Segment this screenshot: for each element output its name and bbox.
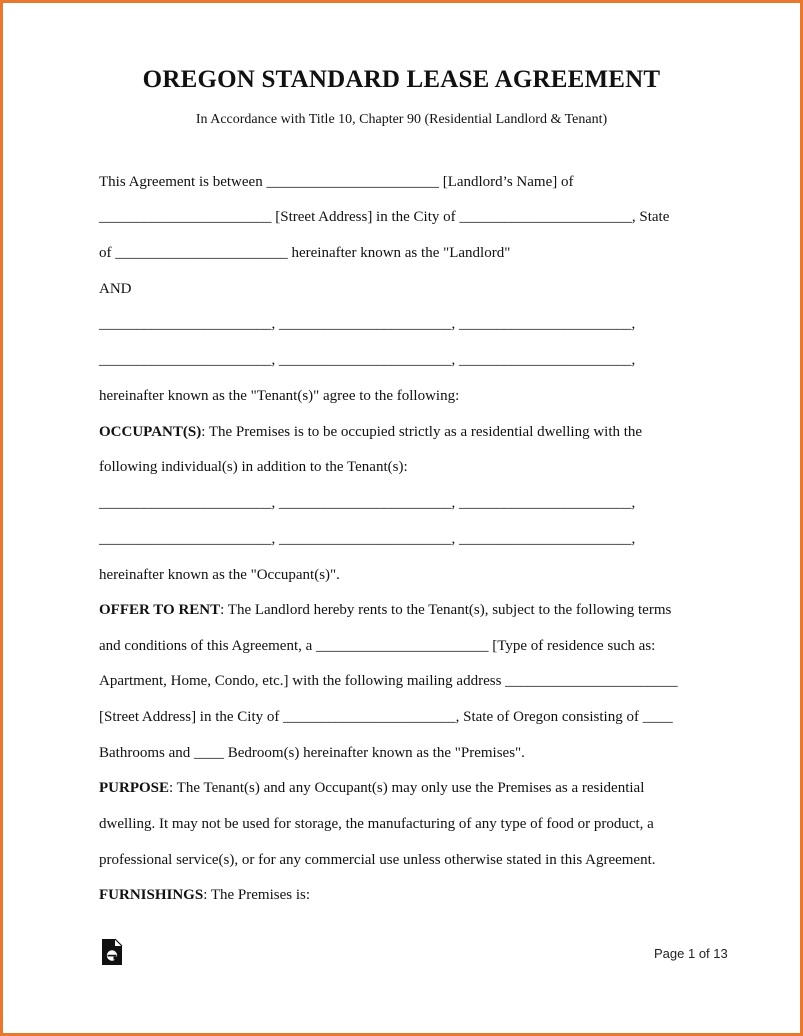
landlord-address-line: _______________________ [Street Address] in the City of _______________________, State (99, 209, 670, 225)
occupant-blanks-row-2: _______________________, _______________________, _______________________, (99, 531, 636, 547)
purpose-text: : The Tenant(s) and any Occupant(s) may only use the Premises as a residential (169, 780, 645, 796)
occupants-paragraph-line-2: following individual(s) in addition to the Tenant(s): (99, 459, 408, 475)
offer-paragraph-line-1 (99, 600, 671, 620)
offer-paragraph-line-5: Bathrooms and ____ Bedroom(s) hereinafter known as the "Premises". (99, 745, 525, 761)
and-line: AND (99, 281, 132, 297)
offer-to-rent-heading: OFFER TO RENT (99, 602, 221, 618)
furnishings-paragraph (99, 885, 310, 905)
document-subtitle: In Accordance with Title 10, Chapter 90 (Residential Landlord & Tenant) (195, 112, 608, 127)
tenant-blanks-row-1: _______________________, _______________________, _______________________, (99, 316, 636, 332)
eforms-logo-icon (101, 938, 123, 966)
purpose-heading: PURPOSE (99, 780, 170, 796)
agreement-between-line: This Agreement is between _______________________ [Landlord’s Name] of (99, 174, 574, 190)
purpose-paragraph-line-2: dwelling. It may not be used for storage, the manufacturing of any type of food or product, a (99, 816, 654, 832)
purpose-paragraph-line-3: professional service(s), or for any commercial use unless otherwise stated in this Agreement. (99, 852, 656, 868)
offer-paragraph-line-4: [Street Address] in the City of _______________________, State of Oregon consisting of ____ (99, 709, 673, 725)
landlord-state-line: of _______________________ hereinafter known as the "Landlord" (99, 245, 511, 261)
occupant-blanks-row-1: _______________________, _______________________, _______________________, (99, 495, 636, 511)
offer-text: : The Landlord hereby rents to the Tenant(s), subject to the following terms (220, 602, 672, 618)
occupants-paragraph-line-1 (99, 422, 642, 442)
offer-paragraph-line-2: and conditions of this Agreement, a _______________________ [Type of residence such as: (99, 638, 656, 654)
offer-paragraph-line-3: Apartment, Home, Condo, etc.] with the following mailing address _______________________ (99, 673, 678, 689)
occupants-heading: OCCUPANT(S) (99, 424, 202, 440)
occupants-text: : The Premises is to be occupied strictly as a residential dwelling with the (201, 424, 643, 440)
furnishings-heading: FURNISHINGS (99, 887, 204, 903)
tenant-blanks-row-2: _______________________, _______________________, _______________________, (99, 352, 636, 368)
page-number: Page 1 of 13 (654, 946, 728, 961)
tenant-known-as-line: hereinafter known as the "Tenant(s)" agree to the following: (99, 388, 460, 404)
occupant-known-as-line: hereinafter known as the "Occupant(s)". (99, 567, 340, 583)
purpose-paragraph-line-1 (99, 778, 644, 798)
furnishings-text: : The Premises is: (203, 887, 310, 903)
document-title: OREGON STANDARD LEASE AGREEMENT (142, 66, 661, 93)
